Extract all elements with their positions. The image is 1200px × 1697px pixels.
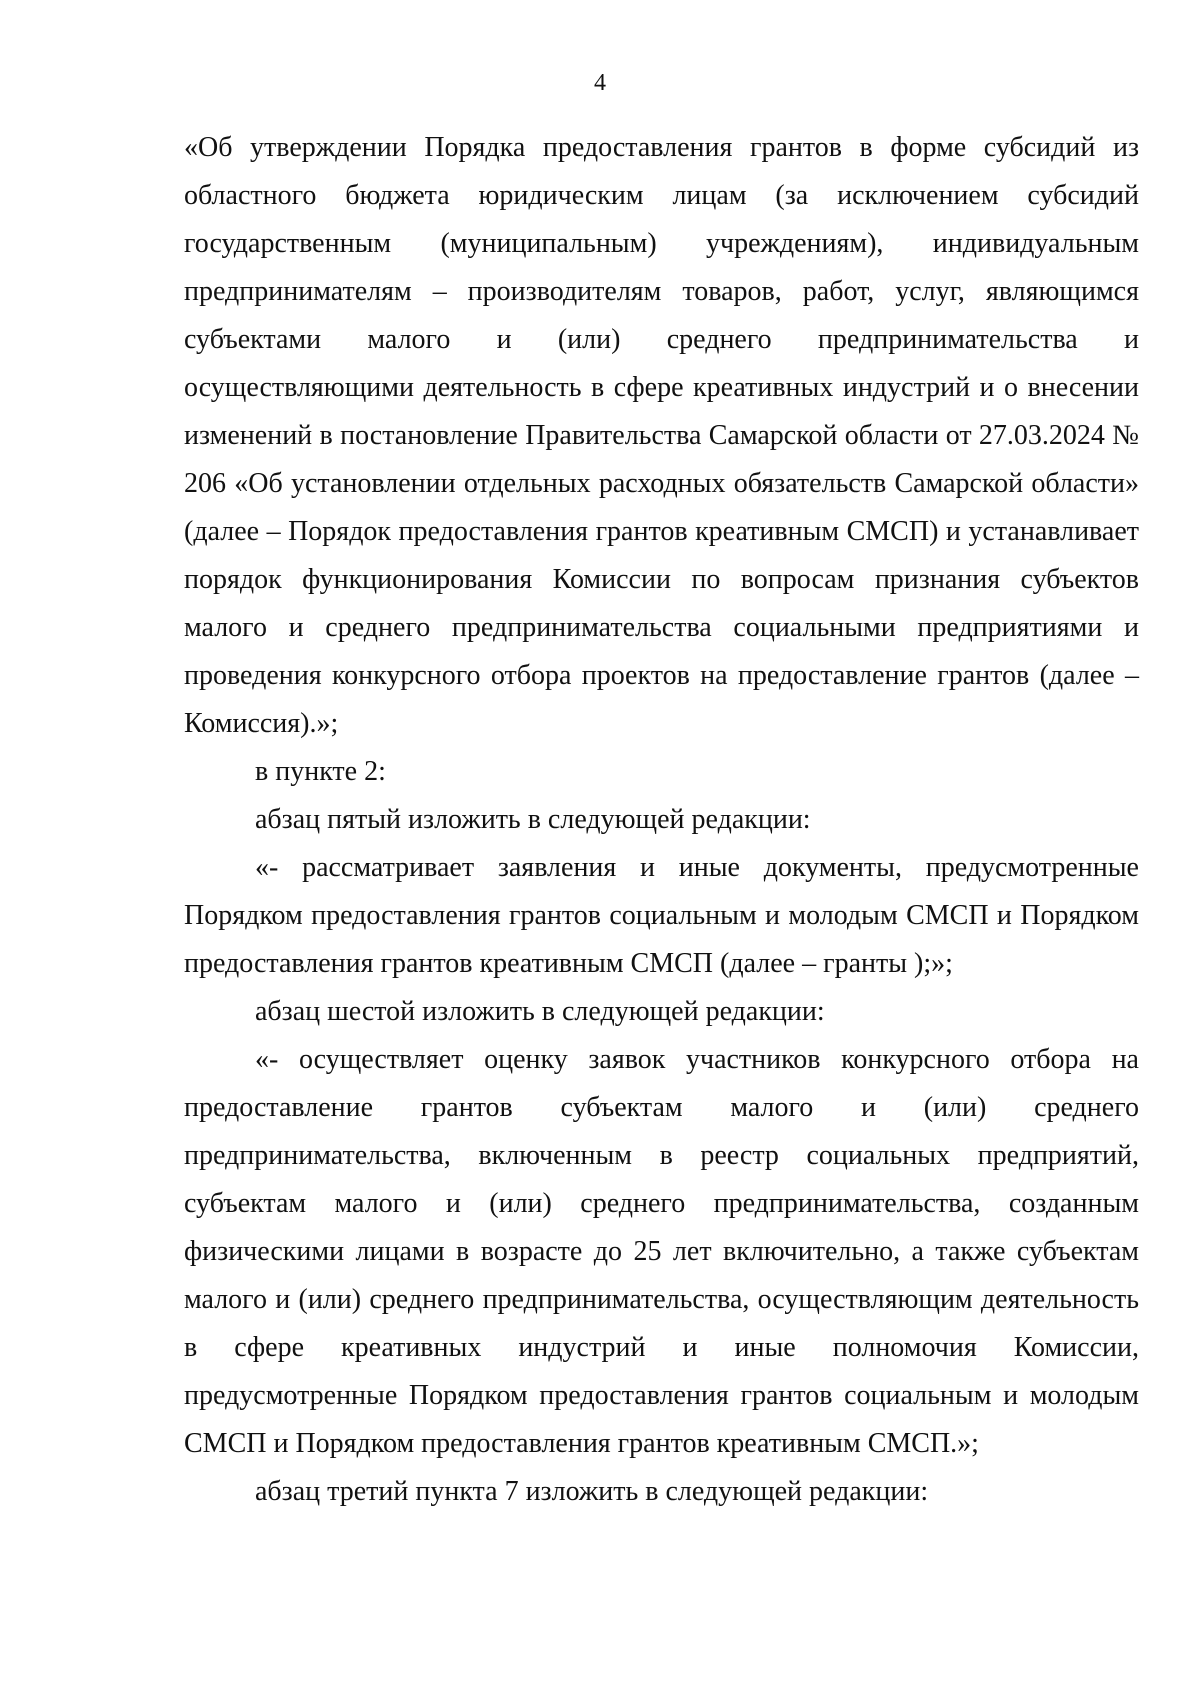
page-number: 4 — [594, 70, 606, 96]
paragraph-clause-7-instruction: абзац третий пункта 7 изложить в следующей редакции: — [255, 1476, 929, 1507]
paragraph-clause-2: в пункте 2: — [255, 756, 386, 787]
paragraph-sixth-subclause-instruction: абзац шестой изложить в следующей редакции: — [255, 996, 825, 1027]
paragraph-quoted-title: «Об утверждении Порядка предоставления грантов в форме субсидий из областного бюджета юридическим лицам (за исключением субсидий государственным (муниципальным) учреждениям), индивидуальным предпринимателям – производителям товаров, работ, услуг, являющимся субъектами малого и (или) среднего предпринимательства и осуществляющими деятельность в сфере креативных индустрий и о внесении изменений в постановление Правительства Самарской области от 27.03.2024 № 206 «Об установлении отдельных расходных обязательств Самарской области» (далее – Порядок предоставления грантов креативным СМСП) и устанавливает порядок функционирования Комиссии по вопросам признания субъектов малого и среднего предпринимательства социальными предприятиями и проведения конкурсного отбора проектов на предоставление грантов (далее – Комиссия).»; — [184, 132, 1139, 739]
paragraph-fifth-subclause-instruction: абзац пятый изложить в следующей редакции: — [255, 804, 811, 835]
paragraph-fifth-subclause-text: «- рассматривает заявления и иные документы, предусмотренные Порядком предоставления грантов социальным и молодым СМСП и Порядком предоставления грантов креативным СМСП (далее – гранты );»; — [184, 852, 1139, 979]
paragraph-sixth-subclause-text: «- осуществляет оценку заявок участников конкурсного отбора на предоставление грантов субъектам малого и (или) среднего предпринимательства, включенным в реестр социальных предприятий, субъектам малого и (или) среднего предпринимательства, созданным физическими лицами в возрасте до 25 лет включительно, а также субъектам малого и (или) среднего предпринимательства, осуществляющим деятельность в сфере креативных индустрий и иные полномочия Комиссии, предусмотренные Порядком предоставления грантов социальным и молодым СМСП и Порядком предоставления грантов креативным СМСП.»; — [184, 1044, 1139, 1459]
document-body — [184, 124, 1139, 1516]
